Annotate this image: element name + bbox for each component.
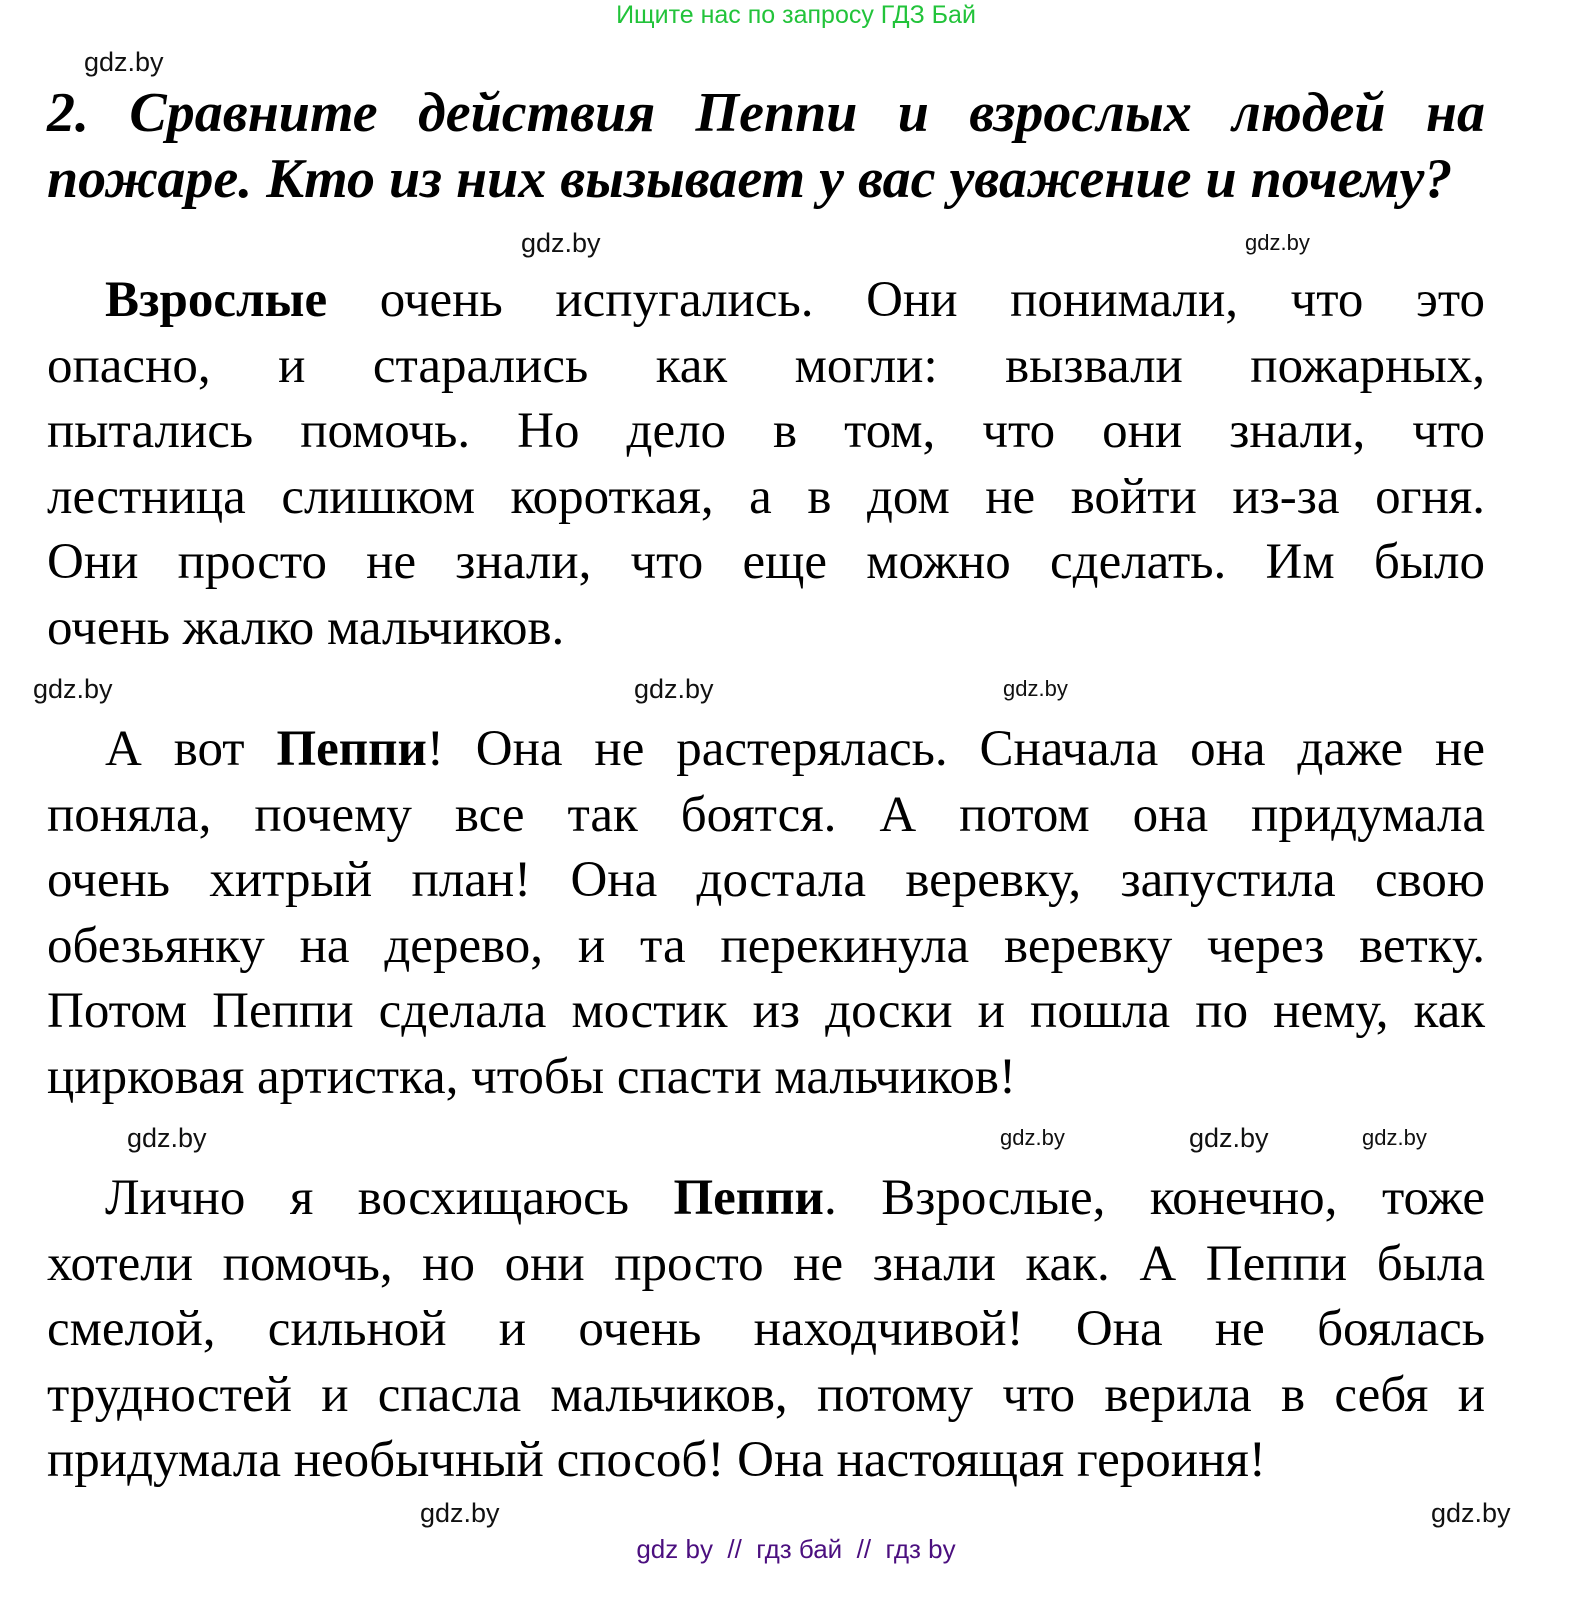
line-text: ! Она не растерялась. Сначала она даже не — [426, 721, 1485, 777]
line-text: Лично я восхищаюсь — [105, 1170, 674, 1226]
watermark: gdz.by — [1003, 676, 1068, 701]
line-text: опасно, и старались как могли: вызвали пожарных, — [47, 337, 1485, 394]
watermark: gdz.by — [521, 228, 601, 258]
watermark: gdz.by — [420, 1498, 500, 1528]
watermark: gdz.by — [1431, 1498, 1511, 1528]
watermark: gdz.by — [1189, 1123, 1269, 1153]
paragraph-line — [47, 399, 1485, 465]
watermark: gdz.by — [84, 47, 164, 77]
footer-links[interactable]: gdz by // гдз бай // гдз by — [636, 1534, 956, 1564]
line-text: Они просто не знали, что еще можно сделать. Им было — [47, 534, 1485, 590]
line-text: трудностей и спасла мальчиков, потому что верила в себя и — [47, 1366, 1485, 1423]
paragraph-line — [47, 465, 1485, 531]
paragraph-line — [47, 1363, 1485, 1429]
line-text: цирковая артистка, чтобы спасти мальчиков! — [47, 1048, 1016, 1105]
watermark: gdz.by — [1362, 1125, 1427, 1150]
paragraph-line — [47, 717, 1485, 783]
paragraph-line — [47, 268, 1485, 334]
watermark: gdz.by — [1245, 230, 1310, 255]
line-text: очень жалко мальчиков. — [47, 599, 565, 656]
paragraph-line — [47, 1297, 1485, 1363]
paragraph-line — [47, 1045, 1485, 1111]
line-text: Потом Пеппи сделала мостик из доски и пошла по нему, как — [47, 983, 1485, 1039]
paragraph-line — [47, 1428, 1485, 1494]
watermark: gdz.by — [1000, 1125, 1065, 1150]
question-line: пожаре. Кто из них вызывает у вас уважение и почему? — [47, 148, 1453, 210]
paragraph-line — [47, 530, 1485, 596]
line-text: поняла, почему все так боятся. А потом она придумала — [47, 786, 1485, 843]
question-line: 2. Сравните действия Пеппи и взрослых людей на — [47, 82, 1485, 144]
question-heading — [47, 80, 1485, 212]
answer-paragraph-peppi — [47, 717, 1485, 1110]
line-text: хотели помочь, но они просто не знали как. А Пеппи была — [47, 1235, 1485, 1292]
answer-paragraph-adults — [47, 268, 1485, 661]
paragraph-line — [47, 783, 1485, 849]
paragraph-line — [47, 596, 1485, 662]
line-text: смелой, сильной и очень находчивой! Она не боялась — [47, 1301, 1485, 1357]
line-text: А вот — [105, 721, 277, 777]
line-text: очень хитрый план! Она достала веревку, запустила свою — [47, 852, 1485, 908]
paragraph-line — [47, 979, 1485, 1045]
paragraph-line — [47, 1166, 1485, 1232]
watermark: gdz.by — [127, 1123, 207, 1153]
emphasized-name: Пеппи — [673, 1170, 824, 1226]
emphasized-name: Пеппи — [276, 721, 427, 777]
line-text: обезьянку на дерево, и та перекинула веревку через ветку. — [47, 917, 1485, 974]
answer-paragraph-opinion — [47, 1166, 1485, 1494]
paragraph-line — [47, 334, 1485, 400]
paragraph-line — [47, 914, 1485, 980]
watermark: gdz.by — [33, 674, 113, 704]
paragraph-line — [47, 1232, 1485, 1298]
paragraph-line — [47, 848, 1485, 914]
watermark: gdz.by — [634, 674, 714, 704]
emphasized-name: Взрослые — [105, 272, 328, 328]
line-text: придумала необычный способ! Она настоящая героиня! — [47, 1432, 1266, 1488]
search-hint-banner: Ищите нас по запросу ГДЗ Бай — [616, 1, 976, 29]
line-text: очень испугались. Они понимали, что это — [327, 272, 1485, 328]
line-text: пытались помочь. Но дело в том, что они знали, что — [47, 403, 1485, 459]
line-text: . Взрослые, конечно, тоже — [823, 1170, 1485, 1226]
line-text: лестница слишком короткая, а в дом не войти из-за огня. — [47, 468, 1485, 525]
